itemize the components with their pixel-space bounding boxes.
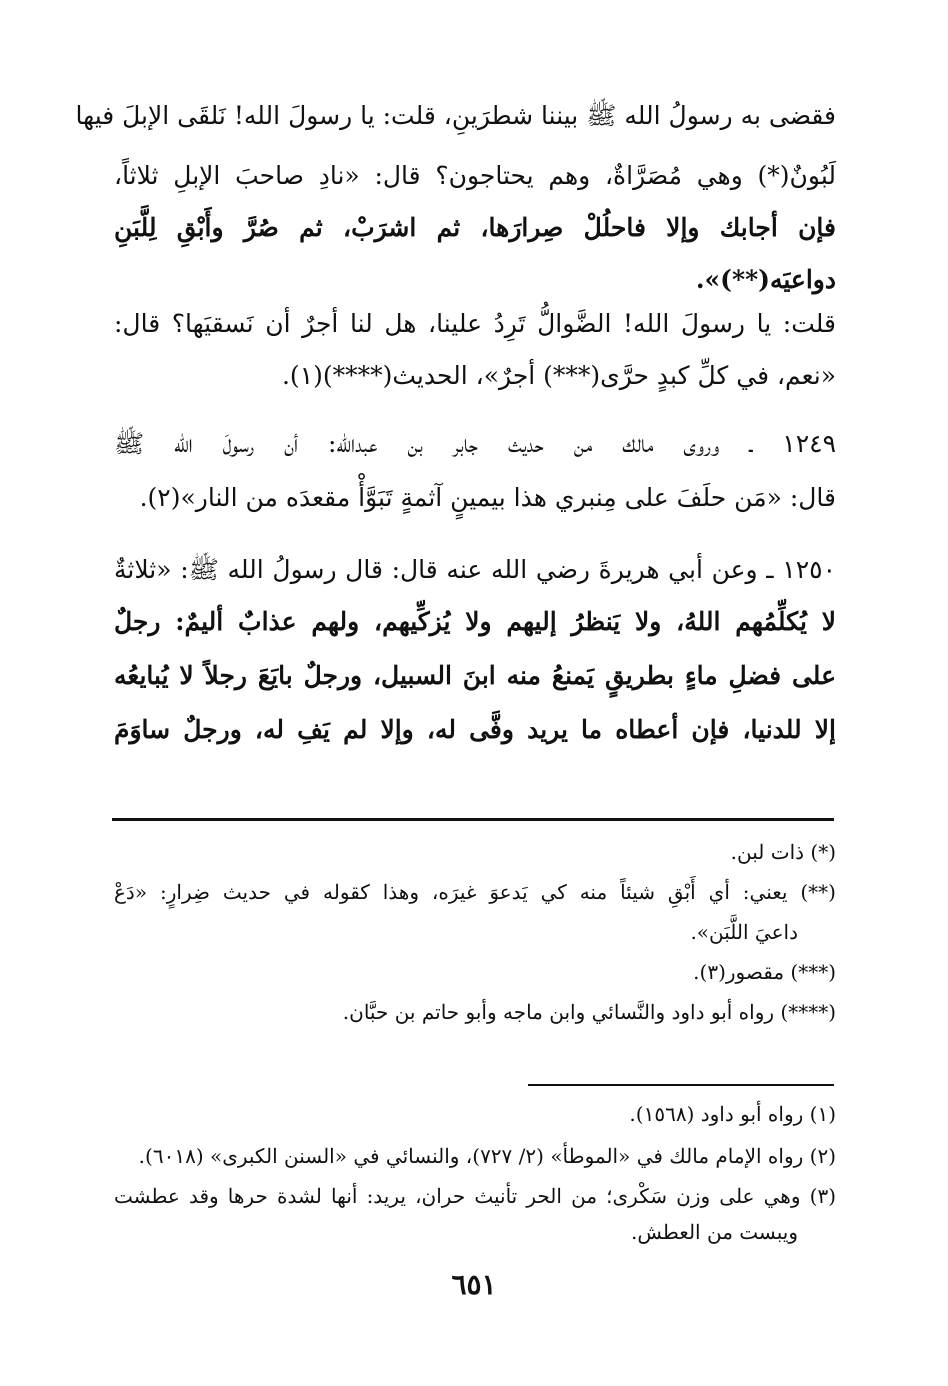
hadith-1250-line-3: على فضلِ ماءٍ بطريقٍ يَمنعُ منه ابنَ السبيل، ورجلٌ بايَعَ رجلاً لا يُبايعُه xyxy=(114,661,836,690)
hadith-1249-line-1: ١٢٤٩ ـ وروى مالك من حديث جابر بن عبدالله: أن رسولَ الله ﷺ xyxy=(114,429,836,458)
footnote-2: (٢) رواه الإمام مالك في «الموطأ» (٢/ ٧٢٧)، والنسائي في «السنن الكبرى» (٦٠١٨). xyxy=(138,1144,836,1168)
body-line-3: فإن أجابك وإلا فاحلُلْ صِرارَها، ثم اشرَبْ، ثم صُرَّ وأَبْقِ لِلَّبَنِ xyxy=(114,213,836,242)
footnote-1: (١) رواه أبو داود (١٥٦٨). xyxy=(629,1102,836,1126)
body-line-4: دواعيَه(**)». xyxy=(695,265,836,294)
hadith-1250-line-2: لا يُكلِّمُهم اللهُ، ولا يَنظرُ إليهم ولا يُزكِّيهم، ولهم عذابٌ أليمٌ: رجلٌ xyxy=(114,607,836,636)
gloss-4: (****) رواه أبو داود والنَّسائي وابن ماجه وأبو حاتم بن حبَّان. xyxy=(342,1000,836,1024)
gloss-1: (*) ذات لبن. xyxy=(730,840,836,864)
body-line-2: لَبُونٌ(*) وهي مُصَرَّاةٌ، وهم يحتاجون؟ قال: «نادِ صاحبَ الإبلِ ثلاثاً، xyxy=(114,161,836,190)
footnote-separator xyxy=(528,1084,834,1086)
gloss-separator xyxy=(112,818,834,821)
gloss-3: (***) مقصور(٣). xyxy=(693,960,836,984)
hadith-1250-line-4: إلا للدنيا، فإن أعطاه ما يريد وفَّى له، وإلا لم يَفِ له، ورجلٌ ساوَمَ xyxy=(114,715,836,744)
hadith-1249-line-2: قال: «مَن حلَفَ على مِنبري هذا بيمينٍ آثمةٍ تَبَوَّأْ مقعدَه من النار»(٢). xyxy=(139,483,836,512)
gloss-2-continued: داعيَ اللَّبَن». xyxy=(690,920,798,944)
page-number: ٦٥١ xyxy=(451,1268,497,1301)
gloss-2: (**) يعني: أي أَبْقِ شيئاً منه كي يَدعوَ غيرَه، وهذا كقوله في حديث ضِرارٍ: «دَعْ xyxy=(114,880,836,904)
body-line-1: فقضى به رسولُ الله ﷺ بيننا شطرَينِ، قلت: يا رسولَ الله! نَلقَى الإبلَ فيها xyxy=(75,101,836,130)
footnote-3: (٣) وهي على وزن سَكْرى؛ من الحر تأنيث حران، يريد: أنها لشدة حرها وقد عطشت xyxy=(114,1184,836,1208)
hadith-1250-line-1: ١٢٥٠ ـ وعن أبي هريرةَ رضي الله عنه قال: قال رسولُ الله ﷺ: «ثلاثةٌ xyxy=(114,555,836,584)
body-line-6: «نعم، في كلِّ كبدٍ حرَّى(***) أجرٌ»، الحديث(****)(١). xyxy=(281,361,836,390)
footnote-3-continued: ويبست من العطش. xyxy=(631,1220,798,1244)
body-line-5: قلت: يا رسولَ الله! الضَّوالُّ تَرِدُ علينا، هل لنا أجرٌ أن نَسقيَها؟ قال: xyxy=(114,309,836,338)
